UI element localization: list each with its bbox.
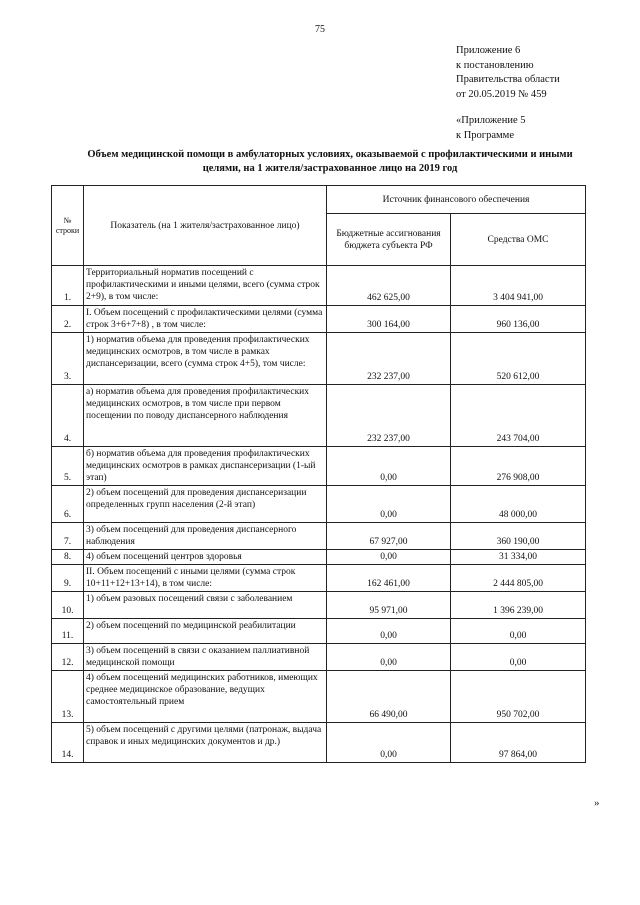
table-row bbox=[52, 333, 586, 385]
attachment-line: от 20.05.2019 № 459 bbox=[456, 88, 547, 100]
row-budget-value: 67 927,00 bbox=[327, 523, 451, 550]
table-row bbox=[52, 306, 586, 333]
row-number: 6. bbox=[52, 486, 84, 523]
row-budget-value: 0,00 bbox=[327, 486, 451, 523]
document-title bbox=[50, 148, 610, 176]
row-budget-value: 0,00 bbox=[327, 447, 451, 486]
closing-quote: » bbox=[594, 797, 600, 809]
row-oms-value: 276 908,00 bbox=[451, 447, 586, 486]
row-budget-value: 232 237,00 bbox=[327, 385, 451, 447]
table-row bbox=[52, 385, 586, 447]
row-indicator: 1) объем разовых посещений связи с заболеванием bbox=[84, 592, 327, 619]
row-number: 13. bbox=[52, 671, 84, 723]
row-number: 5. bbox=[52, 447, 84, 486]
row-oms-value: 48 000,00 bbox=[451, 486, 586, 523]
table-row bbox=[52, 644, 586, 671]
row-budget-value: 95 971,00 bbox=[327, 592, 451, 619]
row-indicator: I. Объем посещений с профилактическими целями (сумма строк 3+6+7+8) , в том числе: bbox=[84, 306, 327, 333]
row-oms-value: 960 136,00 bbox=[451, 306, 586, 333]
row-number: 12. bbox=[52, 644, 84, 671]
page-number: 75 bbox=[315, 24, 325, 35]
row-number: 8. bbox=[52, 550, 84, 565]
row-oms-value: 2 444 805,00 bbox=[451, 565, 586, 592]
row-budget-value: 0,00 bbox=[327, 550, 451, 565]
row-indicator: II. Объем посещений с иными целями (сумма строк 10+11+12+13+14), в том числе: bbox=[84, 565, 327, 592]
volume-table bbox=[51, 185, 586, 763]
table-row bbox=[52, 619, 586, 644]
row-budget-value: 0,00 bbox=[327, 619, 451, 644]
table-row bbox=[52, 565, 586, 592]
row-oms-value: 31 334,00 bbox=[451, 550, 586, 565]
title-line: целями, на 1 жителя/застрахованное лицо на 2019 год bbox=[202, 163, 458, 174]
row-number: 1. bbox=[52, 266, 84, 306]
table-body bbox=[52, 266, 586, 763]
row-number: 11. bbox=[52, 619, 84, 644]
row-budget-value: 0,00 bbox=[327, 644, 451, 671]
row-indicator: 3) объем посещений для проведения диспансерного наблюдения bbox=[84, 523, 327, 550]
appendix-line: «Приложение 5 bbox=[456, 115, 526, 126]
row-indicator: а) норматив объема для проведения профилактических медицинских осмотров, в том числе при первом посещении по поводу диспансерного наблюдения bbox=[84, 385, 327, 447]
table-row bbox=[52, 550, 586, 565]
row-number: 4. bbox=[52, 385, 84, 447]
table-row bbox=[52, 523, 586, 550]
row-oms-value: 950 702,00 bbox=[451, 671, 586, 723]
row-oms-value: 243 704,00 bbox=[451, 385, 586, 447]
row-indicator: 2) объем посещений по медицинской реабилитации bbox=[84, 619, 327, 644]
row-number: 7. bbox=[52, 523, 84, 550]
row-indicator: 5) объем посещений с другими целями (патронаж, выдача справок и иных медицинских документов и др.) bbox=[84, 723, 327, 763]
appendix-line: к Программе bbox=[456, 129, 514, 141]
table-row bbox=[52, 671, 586, 723]
row-budget-value: 0,00 bbox=[327, 723, 451, 763]
attachment-line: к постановлению bbox=[456, 59, 534, 71]
header-funding-source: Источник финансового обеспечения bbox=[327, 186, 586, 214]
row-budget-value: 300 164,00 bbox=[327, 306, 451, 333]
row-indicator: б) норматив объема для проведения профилактических медицинских осмотров в рамках диспансеризации (1-ый этап) bbox=[84, 447, 327, 486]
row-oms-value: 0,00 bbox=[451, 619, 586, 644]
row-indicator: 4) объем посещений медицинских работников, имеющих среднее медицинское образование, ведущих самостоятельный прием bbox=[84, 671, 327, 723]
row-budget-value: 66 490,00 bbox=[327, 671, 451, 723]
row-oms-value: 520 612,00 bbox=[451, 333, 586, 385]
row-budget-value: 232 237,00 bbox=[327, 333, 451, 385]
row-oms-value: 97 864,00 bbox=[451, 723, 586, 763]
row-oms-value: 0,00 bbox=[451, 644, 586, 671]
header-row-number: № строки bbox=[52, 186, 84, 266]
row-number: 9. bbox=[52, 565, 84, 592]
table-row bbox=[52, 723, 586, 763]
row-indicator: Территориальный норматив посещений с профилактическими и иными целями, всего (сумма строк 2+9), в том числе: bbox=[84, 266, 327, 306]
row-oms-value: 3 404 941,00 bbox=[451, 266, 586, 306]
title-line: Объем медицинской помощи в амбулаторных условиях, оказываемой с профилактическими и иными bbox=[87, 149, 573, 160]
row-oms-value: 1 396 239,00 bbox=[451, 592, 586, 619]
row-indicator: 2) объем посещений для проведения диспансеризации определенных групп населения (2-й этап) bbox=[84, 486, 327, 523]
header-budget: Бюджетные ассигнования бюджета субъекта РФ bbox=[327, 214, 451, 266]
row-budget-value: 162 461,00 bbox=[327, 565, 451, 592]
row-number: 14. bbox=[52, 723, 84, 763]
row-oms-value: 360 190,00 bbox=[451, 523, 586, 550]
row-number: 10. bbox=[52, 592, 84, 619]
row-number: 3. bbox=[52, 333, 84, 385]
row-indicator: 3) объем посещений в связи с оказанием паллиативной медицинской помощи bbox=[84, 644, 327, 671]
attachment-header bbox=[456, 44, 560, 102]
header-oms: Средства ОМС bbox=[451, 214, 586, 266]
table-row bbox=[52, 447, 586, 486]
row-budget-value: 462 625,00 bbox=[327, 266, 451, 306]
row-number: 2. bbox=[52, 306, 84, 333]
table-row bbox=[52, 592, 586, 619]
appendix-header bbox=[456, 114, 525, 143]
table-row bbox=[52, 486, 586, 523]
attachment-line: Правительства области bbox=[456, 74, 560, 85]
table-row bbox=[52, 266, 586, 306]
header-indicator: Показатель (на 1 жителя/застрахованное лицо) bbox=[84, 186, 327, 266]
row-indicator: 1) норматив объема для проведения профилактических медицинских осмотров, в том числе в рамках диспансеризации, всего (сумма строк 4+5), том числе: bbox=[84, 333, 327, 385]
attachment-line: Приложение 6 bbox=[456, 45, 521, 56]
row-indicator: 4) объем посещений центров здоровья bbox=[84, 550, 327, 565]
